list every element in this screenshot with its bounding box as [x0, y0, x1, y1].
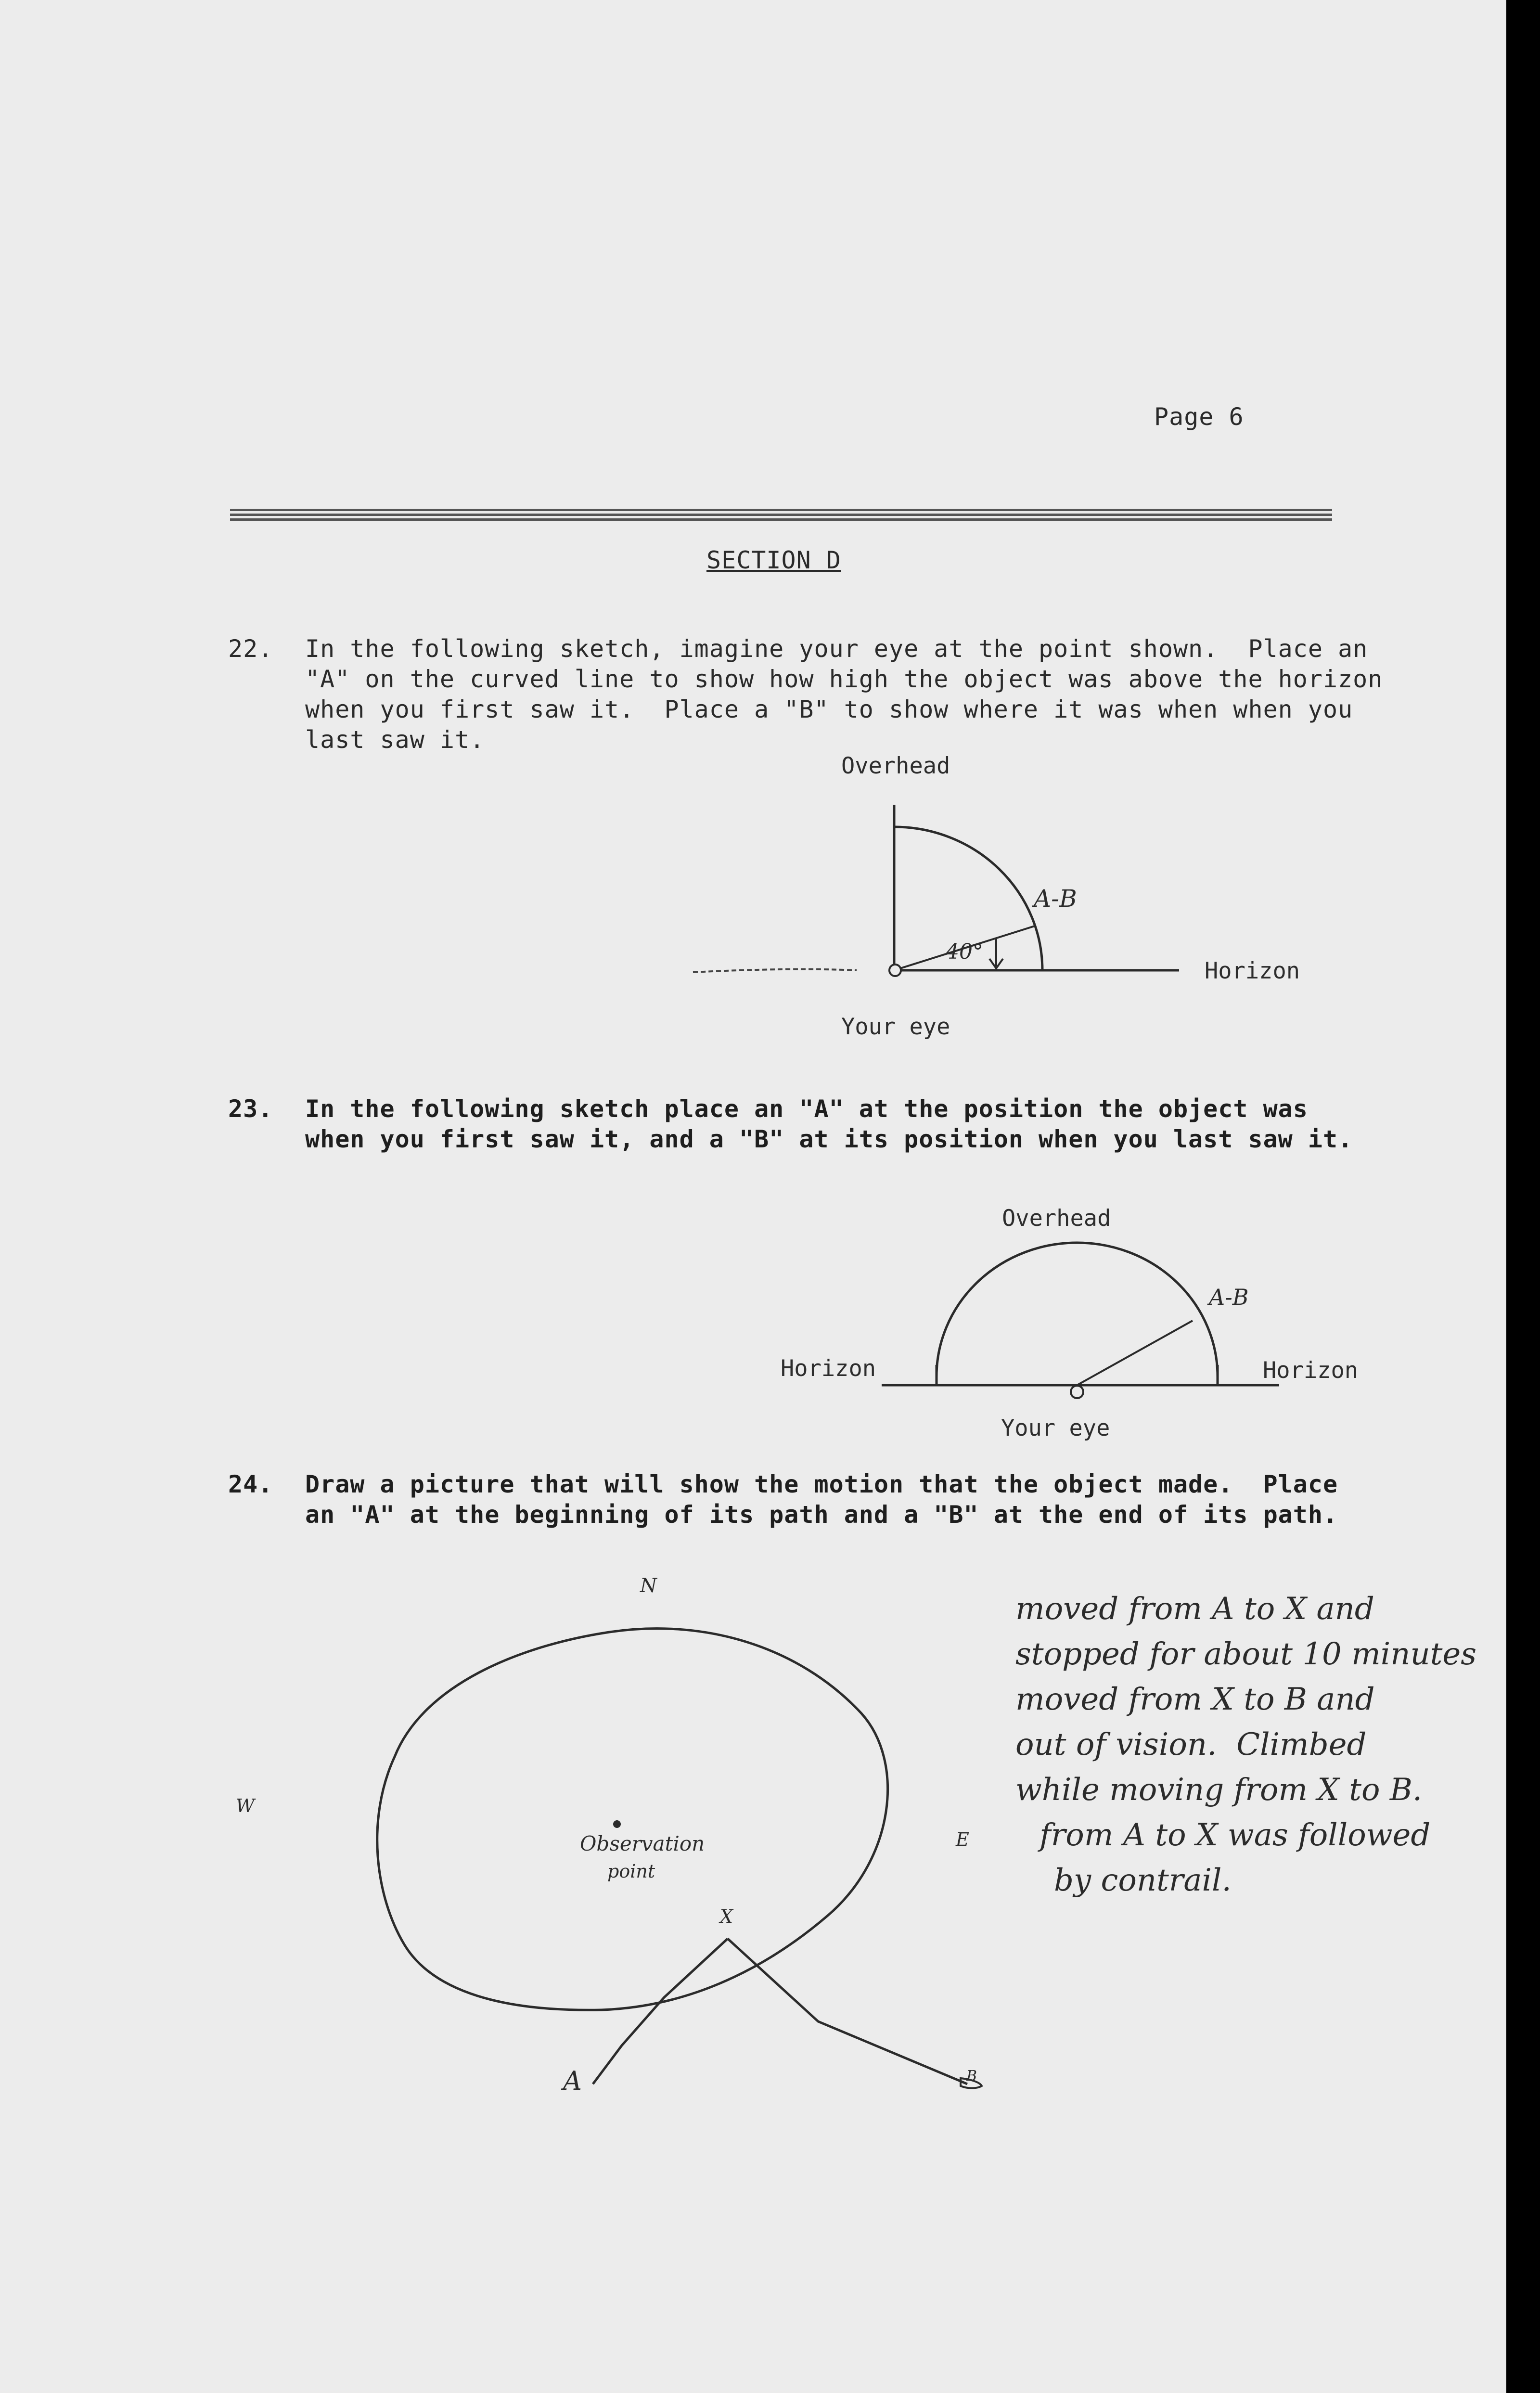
- observation-point-label: Observation: [580, 1832, 705, 1855]
- observation-point-label: point: [607, 1861, 655, 1882]
- your-eye-label: Your eye: [1001, 1415, 1110, 1441]
- your-eye-label: Your eye: [841, 1014, 950, 1040]
- handwritten-note-line: by contrail.: [1054, 1863, 1232, 1898]
- overhead-label: Overhead: [841, 753, 950, 779]
- stop-point-x: X: [720, 1906, 733, 1927]
- handwritten-note-line: moved from A to X and: [1015, 1591, 1374, 1627]
- horizon-left-label: Horizon: [781, 1355, 876, 1382]
- handwritten-note-line: while moving from X to B.: [1015, 1772, 1423, 1808]
- north-marker: N: [640, 1575, 657, 1597]
- east-marker: E: [956, 1829, 969, 1850]
- question-24-line: an "A" at the beginning of its path and a "B" at the end of its path.: [305, 1501, 1338, 1529]
- horizon-label: Horizon: [1205, 958, 1300, 984]
- question-24-line: Draw a picture that will show the motion that the object made. Place: [305, 1470, 1338, 1498]
- handwritten-note-line: moved from X to B and: [1015, 1682, 1375, 1717]
- question-22-line: In the following sketch, imagine your eye at the point shown. Place an: [305, 635, 1368, 663]
- question-23-number: 23.: [228, 1095, 273, 1123]
- horizon-right-label: Horizon: [1263, 1357, 1359, 1384]
- question-22-line: when you first saw it. Place a "B" to show where it was when when you: [305, 695, 1353, 723]
- handwritten-answer-mark: A-B: [1034, 885, 1077, 913]
- question-23-line: In the following sketch place an "A" at the position the object was: [305, 1095, 1308, 1123]
- section-title: SECTION D: [706, 546, 841, 574]
- handwritten-note-line: stopped for about 10 minutes: [1015, 1636, 1477, 1672]
- handwritten-note-line: out of vision. Climbed: [1015, 1727, 1367, 1763]
- page-number: Page 6: [1154, 403, 1244, 431]
- overhead-label: Overhead: [1002, 1205, 1111, 1232]
- question-24-number: 24.: [228, 1470, 273, 1498]
- handwritten-note-line: from A to X was followed: [1040, 1817, 1431, 1853]
- end-point-b: B: [966, 2068, 977, 2084]
- question-22-line: last saw it.: [305, 726, 485, 754]
- handwritten-answer-mark: A-B: [1209, 1284, 1249, 1310]
- start-point-a: A: [563, 2066, 582, 2096]
- west-marker: W: [236, 1795, 255, 1816]
- question-22-number: 22.: [228, 635, 273, 663]
- question-22-line: "A" on the curved line to show how high the object was above the horizon: [305, 665, 1383, 693]
- question-23-line: when you first saw it, and a "B" at its position when you last saw it.: [305, 1125, 1353, 1153]
- angle-annotation: 40°: [946, 939, 983, 964]
